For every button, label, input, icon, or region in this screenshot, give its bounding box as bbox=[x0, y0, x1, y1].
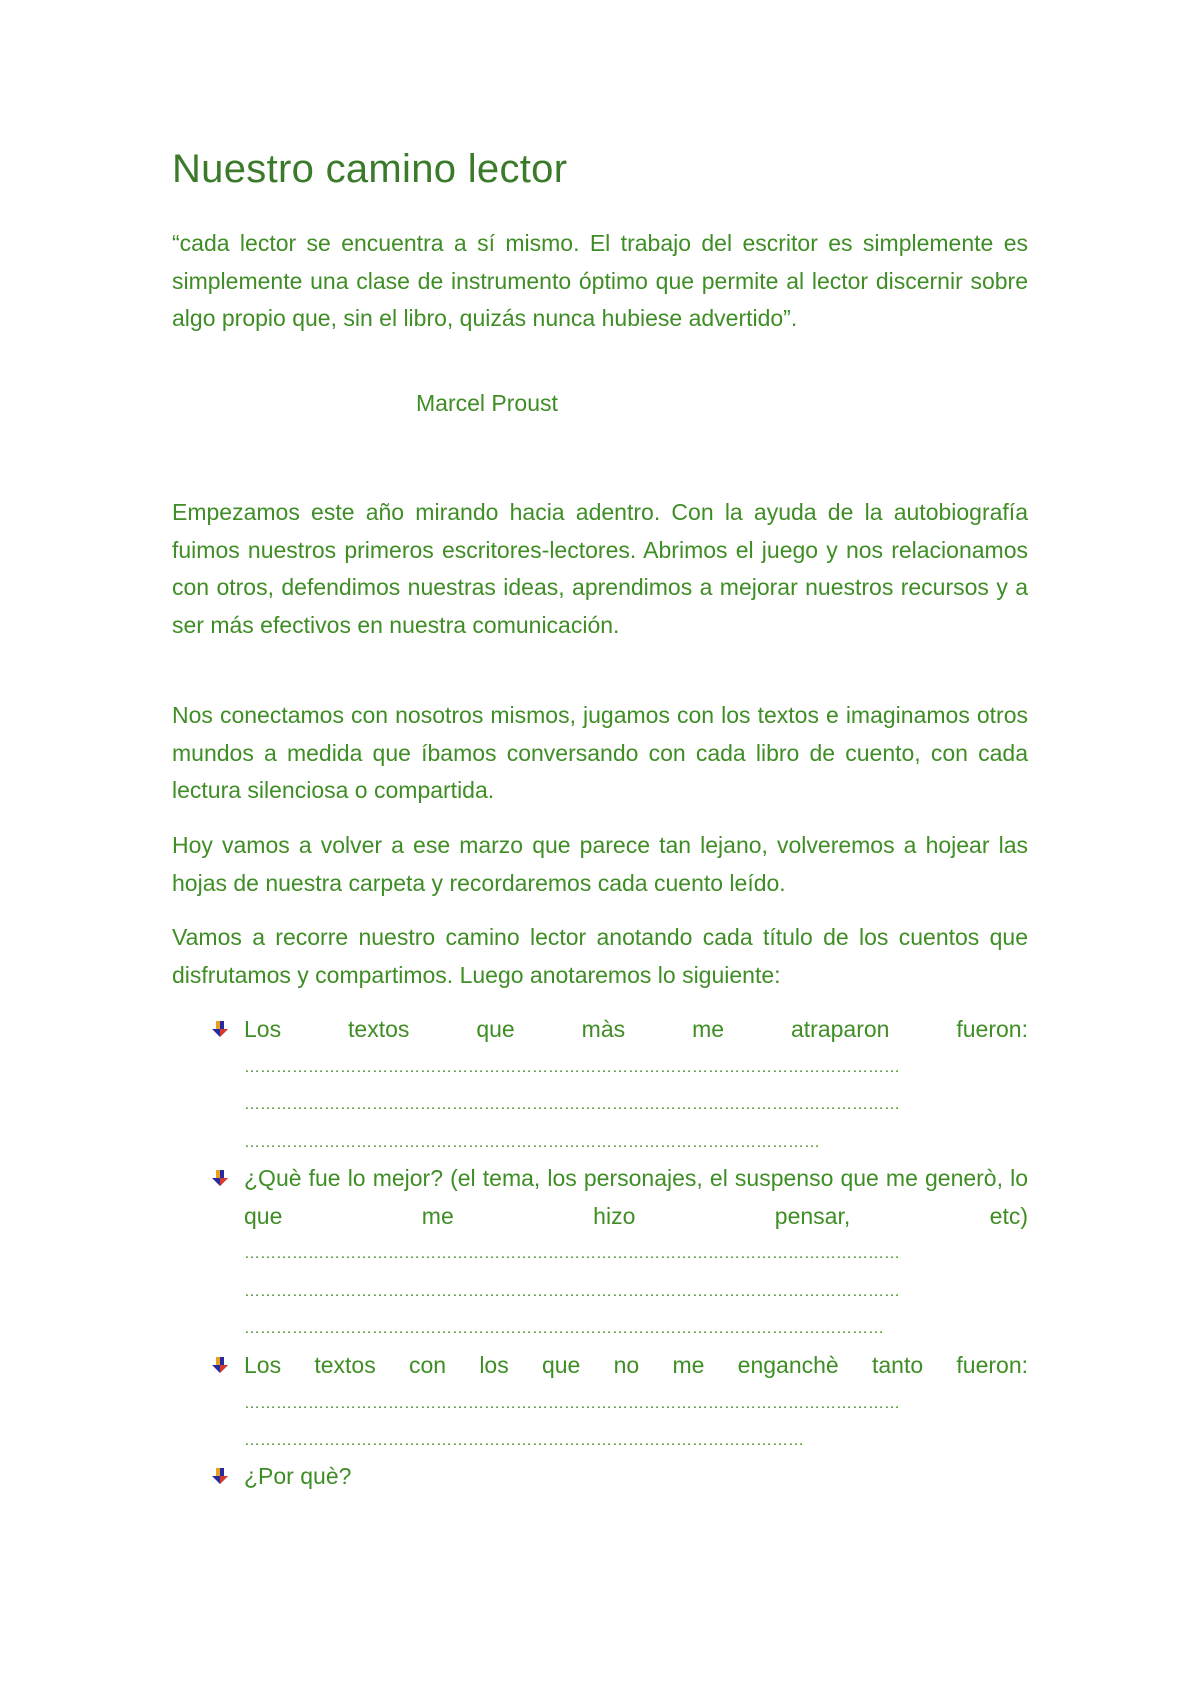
list-item-text: ¿Què fue lo mejor? (el tema, los personajes, el suspenso que me generò, lo que me hizo pensar, etc) bbox=[244, 1165, 1028, 1229]
list-item-text: Los textos con los que no me enganchè tanto fueron: bbox=[244, 1352, 1028, 1378]
quote-text: “cada lector se encuentra a sí mismo. El trabajo del escritor es simplemente es simplemente una clase de instrumento óptimo que permite al lector discernir sobre algo propio que, sin el libro, quizás nunca hubiese advertido”. bbox=[172, 230, 1028, 331]
answer-line[interactable]: ……………………………………………………………………………………………… bbox=[244, 1133, 820, 1151]
paragraph-1: Empezamos este año mirando hacia adentro. Con la ayuda de la autobiografía fuimos nuestros primeros escritores-lectores. Abrimos el juego y nos relacionamos con otros, defendimos nuestras ideas, aprendimos a mejorar nuestros recursos y a ser más efectivos en nuestra comunicación. bbox=[172, 499, 1028, 638]
list-item-text: Los textos que màs me atraparon fueron: bbox=[244, 1016, 1028, 1042]
arrow-bullet-icon bbox=[210, 1019, 230, 1039]
arrow-bullet-icon bbox=[210, 1466, 230, 1486]
list-item-text-block bbox=[244, 1347, 1028, 1460]
list-item-text-block bbox=[244, 1160, 1028, 1348]
answer-line[interactable]: …………………………………………………………………………………………………………… bbox=[244, 1058, 900, 1076]
paragraph-3: Hoy vamos a volver a ese marzo que parece tan lejano, volveremos a hojear las hojas de nuestra carpeta y recordaremos cada cuento leído. bbox=[172, 832, 1028, 896]
paragraph-2: Nos conectamos con nosotros mismos, jugamos con los textos e imaginamos otros mundos a medida que íbamos conversando con cada libro de cuento, con cada lectura silenciosa o compartida. bbox=[172, 702, 1028, 803]
paragraph-4: Vamos a recorre nuestro camino lector anotando cada título de los cuentos que disfrutamos y compartimos. Luego anotaremos lo siguiente: bbox=[172, 924, 1028, 988]
answer-line[interactable]: …………………………………………………………………………………………………………… bbox=[244, 1282, 900, 1300]
arrow-bullet-icon bbox=[210, 1168, 230, 1188]
list-item-text-block bbox=[244, 1458, 1028, 1496]
list-item-text: ¿Por què? bbox=[244, 1463, 352, 1489]
answer-line[interactable]: ………………………………………………………………………………………………………… bbox=[244, 1320, 884, 1337]
list-item-text-block bbox=[244, 1011, 1028, 1161]
answer-line[interactable]: …………………………………………………………………………………………………………… bbox=[244, 1096, 900, 1113]
answer-line[interactable]: …………………………………………………………………………………………………………… bbox=[244, 1245, 900, 1262]
page-title: Nuestro camino lector bbox=[172, 147, 568, 191]
answer-line[interactable]: …………………………………………………………………………………………………………… bbox=[244, 1394, 900, 1412]
answer-line[interactable]: …………………………………………………………………………………………… bbox=[244, 1432, 804, 1449]
arrow-bullet-icon bbox=[210, 1355, 230, 1375]
quote-author: Marcel Proust bbox=[416, 390, 558, 416]
